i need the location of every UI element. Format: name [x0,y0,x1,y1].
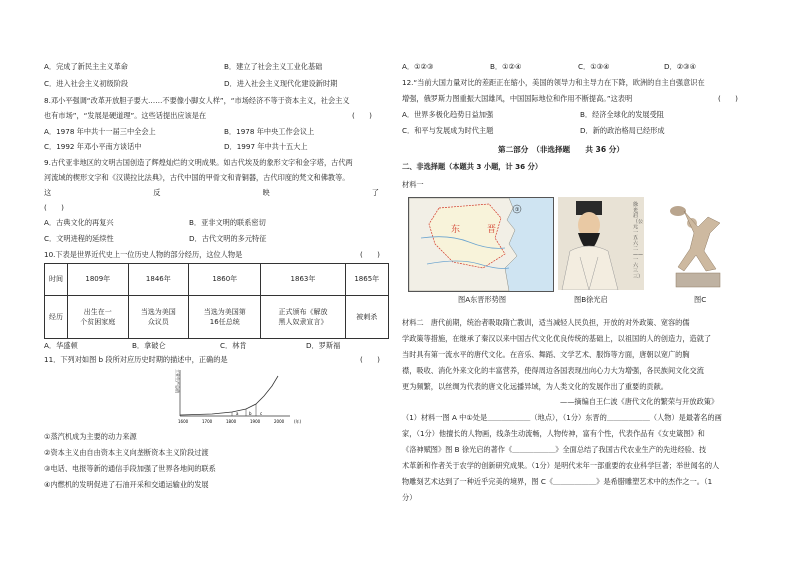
q7-option-a: A．完成了新民主主义革命 [44,62,128,71]
q12-option-d: D．新的政治格局已经形成 [580,126,665,135]
q7-option-b: B．建立了社会主义工业化基础 [224,62,323,71]
chart-ylabel: 工业生产总值 [175,369,180,393]
q7-option-d: D．进入社会主义现代化建设新时期 [224,79,338,88]
segment-b: b [249,411,252,416]
q11-option-b: B．①②④ [490,62,522,71]
material2-line: 襟，吸收、消化外来文化的丰富营养，使得周边各国表现出向心力大为增强，各民族间文化交流 [402,366,704,375]
material1-label: 材料一 [402,180,424,189]
map-marker-1: ① [515,207,520,213]
q8-option-c: C．1992 年邓小平南方谈话中 [44,142,142,151]
q10-timeline-table [44,263,389,339]
q7-option-c: C．进入社会主义初级阶段 [44,79,129,88]
q10-answer-paren: ( ) [360,250,380,259]
part2-title: 第二部分 （非选择题 共 36 分） [498,145,624,154]
q12-option-a: A．世界多极化趋势日益加强 [402,110,494,119]
table-year: 1809年 [68,264,129,296]
q12-stem-line2: 增强，俄罗斯力图重振大国雄风，中国国际地位和作用不断提高。”这表明 [402,94,633,103]
q9-stem-line1: 9.古代亚非地区的文明古国创造了辉煌灿烂的文明成果。如古代埃及的象形文字和金字塔，古代两 [44,158,353,167]
q10-option-a: A．华盛顿 [44,341,78,350]
q8-option-a: A．1978 年中共十一届三中全会上 [44,127,156,136]
q9-char-4: 了 [371,188,379,197]
q11-item-2: ②资本主义由自由资本主义向垄断资本主义阶段过渡 [44,448,209,457]
q10-option-b: B．拿破仑 [132,341,166,350]
q10-option-c: C．林肯 [220,341,247,350]
material2-line: 更为频繁，以丝绸为代表的唐文化远播异域，为人类文化的发展作出了重要的贡献。 [402,382,668,391]
table-year: 1863年 [261,264,345,296]
caption-figure-c: 图C [694,295,707,304]
table-event: 正式颁布《解放 黑人奴隶宣言》 [261,296,345,339]
q9-stem-line2: 河流域的楔形文字和《汉谟拉比法典》，古代中国的甲骨文和青铜器，古代印度的梵文和佛教等。 [44,173,350,182]
xu-guangqi-portrait [558,197,644,290]
table-year: 1860年 [189,264,261,296]
q9-char-2: 反 [153,188,161,197]
q9-char-3: 映 [262,188,270,197]
caption-figure-b: 图B徐光启 [574,295,608,304]
industrial-growth-chart [172,368,312,428]
q11-item-1: ①蒸汽机成为主要的动力来源 [44,432,137,441]
table-head-events: 经历 [45,296,68,339]
question1-line: 分） [402,493,417,502]
q8-option-d: D．1997 年中共十五大上 [224,142,308,151]
q11-item-4: ④内燃机的发明促进了石油开采和交通运输业的发展 [44,480,209,489]
table-year: 1865年 [345,264,388,296]
table-event: 被刺杀 [345,296,388,339]
material2-line: 当时具有第一流水平的唐代文化。在音乐、舞蹈、文学艺术、服饰等方面，唐朝以宽广的胸 [402,350,690,359]
q11-item-3: ③电话、电报等新的通信手段加强了世界各地间的联系 [44,464,216,473]
question1-line: 《洛神赋图》图 B 徐光启的著作《＿＿＿＿＿＿》全面总结了我国古代农业生产的先进经验、技 [402,445,707,454]
q9-option-d: D．古代文明的多元特征 [189,234,267,243]
question1-line: 术革新和作者关于农学的创新研究成果。（1分）是明代末年一部重要的农业科学巨著；举世闻名的人 [402,461,720,470]
q8-stem-line1: 8.邓小平强调“改革开放胆子要大……不要像小脚女人样”，“市场经济不等于资本主义，社会主义 [44,96,350,105]
tick-label: 1900 [250,419,261,424]
segment-a: a [236,411,239,416]
table-event: 出生在一 个贫困家庭 [68,296,129,339]
q12-stem-line1: 12.“当前大国力量对比的差距正在缩小，美国的领导力和主导力在下降，欧洲的自主自强意识在 [402,78,705,87]
table-head-time: 时间 [45,264,68,296]
q11-stem: 11．下列对如图 b 段所对应历史时期的描述中，正确的是 [44,355,228,364]
table-event: 当选为美国 众议员 [128,296,189,339]
question1-line: 物雕刻艺术达到了一种近乎完美的境界，图 C《＿＿＿＿＿＿》是希腊雕塑艺术中的杰作之一。（1 [402,477,713,486]
q10-stem: 10.下表是世界近代史上一位历史人物的部分经历，这位人物是 [44,250,243,259]
q9-stem-line3 [44,189,379,196]
tick-label: 1600 [178,419,189,424]
q8-stem-line2: 也有市场”，“发展是硬道理”。这些话提出应该是在 [44,111,207,120]
q12-answer-paren: ( ) [718,94,738,103]
map-label-jin: 晋 [487,225,497,235]
segment-c: c [260,411,263,416]
material2-source: ——摘编自王仁波《唐代文化的繁荣与开放政策》 [560,397,719,406]
figure-c-sculpture [664,197,732,290]
tick-label: 1800 [226,419,237,424]
q11-option-a: A．①②③ [402,62,434,71]
table-year: 1846年 [128,264,189,296]
q8-option-b: B．1978 年中央工作会议上 [224,127,315,136]
tick-label: 2000 [274,419,285,424]
q9-char-1: 这 [44,188,52,197]
q8-answer-paren: ( ) [352,111,372,120]
q9-option-a: A．古典文化的再复兴 [44,218,114,227]
map-label-east: 东 [451,225,461,235]
q11-option-c: C．①③④ [578,62,610,71]
q9-option-c: C．文明进程的延续性 [44,234,114,243]
map-graphic [409,198,553,291]
discobolus-sculpture [664,197,732,290]
question1-line: （1）材料一图 A 中①处是＿＿＿＿＿＿（地点），（1分）东晋的＿＿＿＿＿＿（人物）是最著名的画 [402,413,722,422]
q9-answer-paren: ( ) [44,203,64,212]
x-unit: (年) [294,419,302,424]
q9-option-b: B．亚非文明的联系密切 [189,218,266,227]
portrait-vertical-text: 徐光启（公元一五六二——一六三三） [633,202,644,280]
growth-curve [180,376,278,415]
figure-b-portrait [558,197,644,290]
q10-option-d: D．罗斯福 [306,341,341,350]
table-event: 当选为美国第 16任总统 [189,296,261,339]
q11-answer-paren: ( ) [360,355,380,364]
tick-label: 1700 [202,419,213,424]
q12-option-c: C．和平与发展成为时代主题 [402,126,494,135]
caption-figure-a: 图A东晋形势图 [458,295,507,304]
material2-line: 学政策等措施，在继承了秦汉以来中国古代文化优良传统的基础上，以祖国的人的创造力，造就了 [402,334,712,343]
q12-option-b: B．经济全球化的发展受阻 [580,110,664,119]
figure-a-map [408,197,554,292]
material2-line: 材料二 唐代前期，统治者吸取隋亡教训，适当减轻人民负担，开放的对外政策、宽容的儒 [402,318,690,327]
question1-line: 家，（1分）他擅长的人物画，线条生动流畅，人物传神，富有个性，代表作品有《女史箴图》和 [402,429,705,438]
q11-option-d: D．②③④ [664,62,697,71]
section-title: 二、非选择题（本题共 3 小题，计 36 分） [402,162,543,171]
